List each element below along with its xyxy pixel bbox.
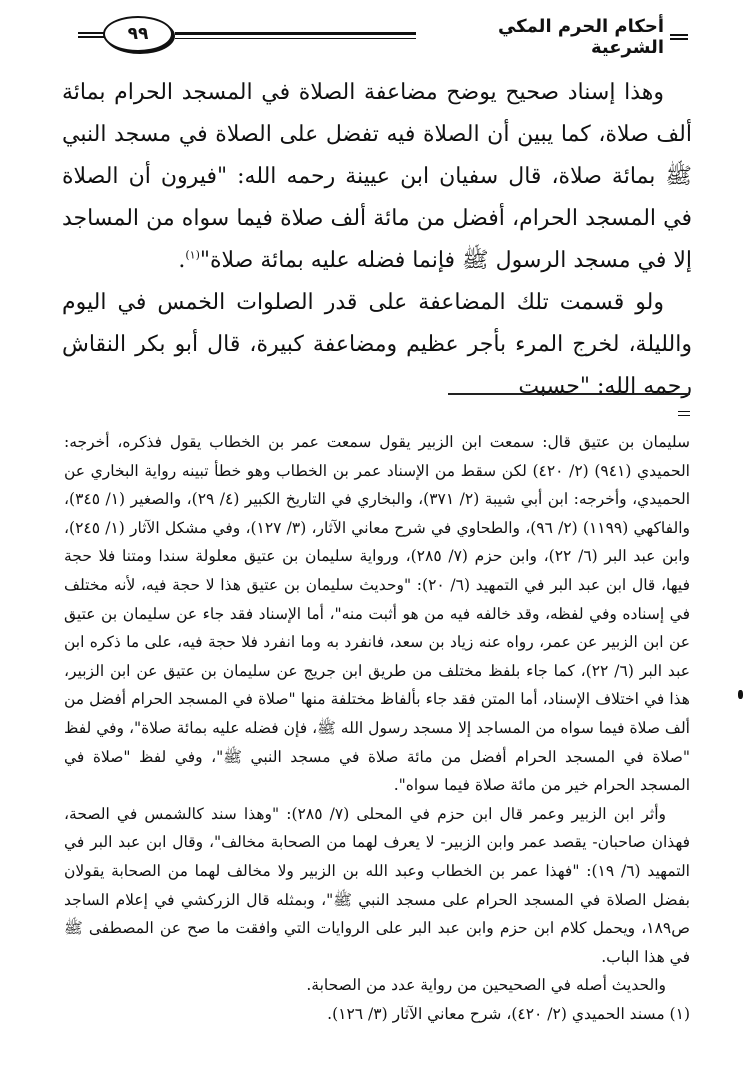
page-number: ٩٩ [127,24,149,44]
running-title: أحكام الحرم المكي الشرعية [497,16,664,58]
main-paragraph-1-end: . [178,248,186,273]
main-paragraph-2: ولو قسمت تلك المضاعفة على قدر الصلوات الخمس في اليوم والليلة، لخرج المرء بأجر عظيم ومضاعفة كبيرة، قال أبو بكر النقاش رحمه الله: "حسبت [62,290,692,399]
footnote-separator [448,393,690,395]
page-header [0,12,744,58]
main-text [62,72,692,408]
header-rule-mark [670,34,688,40]
footnote-paragraph-2: وأثر ابن الزبير وعمر قال ابن حزم في المحلى (٧/ ٢٨٥): "وهذا سند كالشمس في الصحة، فهذان صاحبان- يقصد عمر وابن الزبير- لا يعرف لهما من الصحابة مخالف"، وقال ابن عبد البر في التمهيد (٦/ ١٩): "فهذا عمر بن الخطاب وعبد الله بن الزبير ولا مخالف لهما من الصحابة يقولان بفضل الصلاة في المسجد الحرام على مسجد النبي ﷺ"، وبمثله قال الزركشي في إعلام الساجد ص١٨٩، ويحمل كلام ابن حزم وابن عبد البر على الروايات التي وافقت ما صح عن المصطفى ﷺ في هذا الباب. [64,804,690,966]
main-paragraph-1-text: وهذا إسناد صحيح يوضح مضاعفة الصلاة في المسجد الحرام بمائة ألف صلاة، كما يبين أن الصلاة فيه تفضل على الصلاة في مسجد النبي ﷺ بمائة صلاة، قال سفيان ابن عيينة رحمه الله: "فيرون أن الصلاة في المسجد الحرام، أفضل من مائة ألف صلاة فيما سواه من المساجد إلا في مسجد الرسول ﷺ فإنما فضله عليه بمائة صلاة" [62,80,692,273]
footnote-continuation-mark [678,411,690,416]
footnote-ref-1[interactable]: (١) [185,248,200,262]
main-paragraph-1 [62,72,692,282]
footnote-paragraph-3: والحديث أصله في الصحيحين من رواية عدد من الصحابة. [306,976,666,995]
footnote-1: (١) مسند الحميدي (٢/ ٤٢٠)، شرح معاني الآثار (٣/ ١٢٦). [327,1004,690,1023]
scan-edge-mark [738,690,743,699]
footnote-continued-paragraph: سليمان بن عتيق قال: سمعت ابن الزبير يقول سمعت عمر بن الخطاب يقول فذكره، أخرجه: الحميدي (٩٤١) (٢/ ٤٢٠) لكن سقط من الإسناد عمر بن الخطاب وهو خطأ تبينه رواية البخاري عن الحميدي، وأخرجه: ابن أبي شيبة (٢/ ٣٧١)، والبخاري في التاريخ الكبير (٤/ ٢٩)، والصغير (١/ ٣٤٥)، والفاكهي (١١٩٩) (٢/ ٩٦)، والطحاوي في شرح معاني الآثار، (٣/ ١٢٧)، وفي مشكل الآثار (١/ ٢٤٥)، وابن عبد البر (٦/ ٢٢)، وابن حزم (٧/ ٢٨٥)، ورواية سليمان بن عتيق معلولة سندا ومتنا فلا حجة فيها، قال ابن عبد البر في التمهيد (٦/ ٢٠): "وحديث سليمان بن عتيق هذا لا حجة فيه، لأنه مختلف في إسناده وفي لفظه، وقد خالفه فيه من هو أثبت منه"، أما الإسناد فقد جاء عن سليمان بن عتيق عن ابن الزبير عن عمر، رواه عنه زياد بن سعد، فانفرد به وما انفرد فلا حجة فيه، على ما ذكره ابن عبد البر (٦/ ٢٢)، كما جاء بلفظ مختلف من طريق ابن جريج عن سليمان بن عتيق عن ابن الزبير، هذا في اختلاف الإسناد، أما المتن فقد جاء بألفاظ مختلفة منها "صلاة في المسجد الحرام أفضل من ألف صلاة فيما سواه من المساجد إلا مسجد رسول الله ﷺ، فإن فضله عليه بمائة صلاة"، وفي لفظ "صلاة في المسجد الحرام أفضل من مائة صلاة في مسجد النبي ﷺ"، وفي لفظ "صلاة في المسجد الحرام خير من مائة صلاة فيما سواه". [64,433,691,795]
page-number-badge [103,16,173,52]
header-rule-middle [175,32,416,39]
footnotes [64,428,690,1028]
header-rule-left [78,32,104,38]
